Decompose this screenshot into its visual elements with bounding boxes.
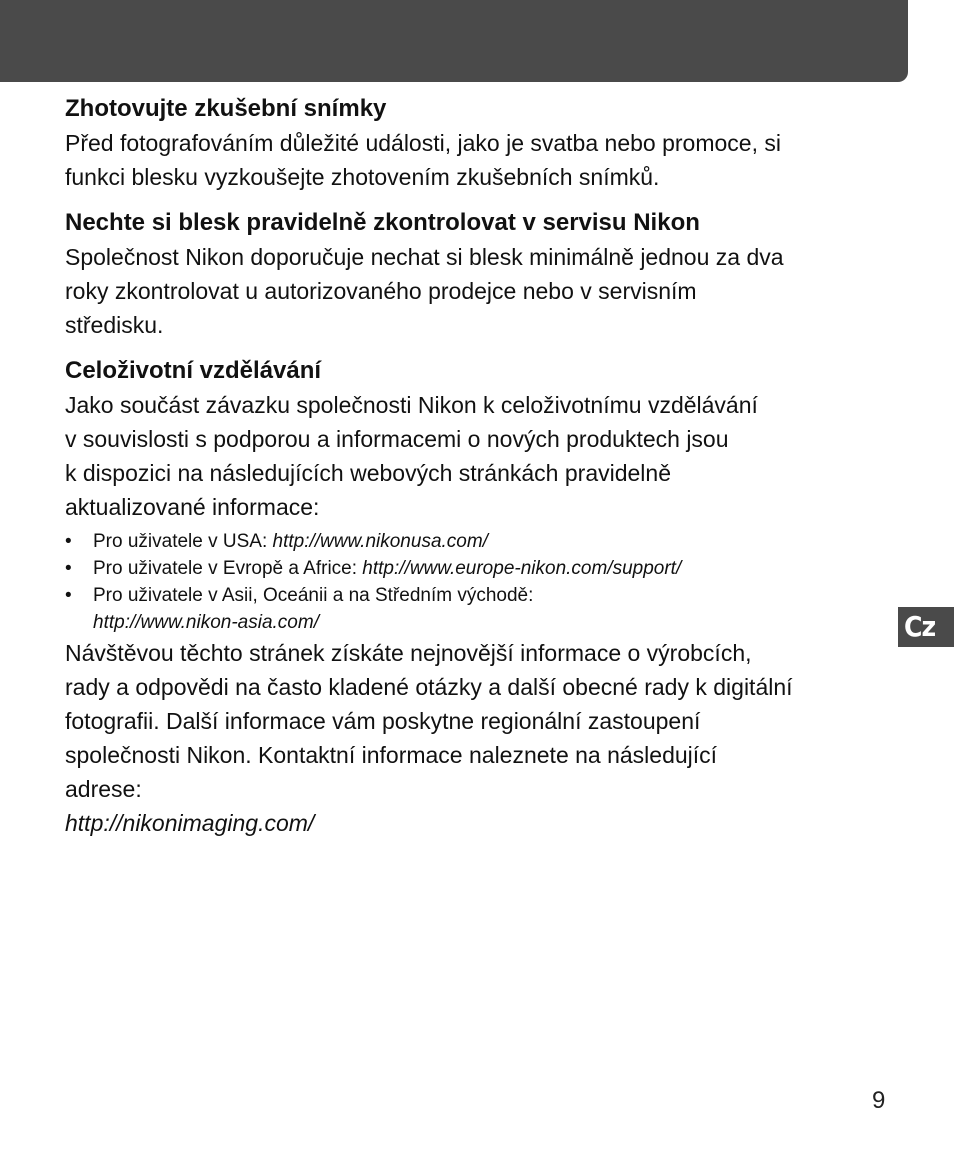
closing-text: Návštěvou těchto stránek získáte nejnovější informace o výrobcích, rady a odpovědi na často kladené otázky a další obecné rady k digitální fotografii. Další informace vám poskytne regionální zastoupení společnosti Nikon. Kontaktní informace naleznete na následující adrese: <box>65 640 793 802</box>
link-label: Pro uživatele v Asii, Oceánii a na Středním východě: <box>93 585 534 606</box>
link-usa[interactable]: http://www.nikonusa.com/ <box>272 531 488 552</box>
section-heading: Celoživotní vzdělávání <box>65 357 322 384</box>
list-item: • Pro uživatele v USA: http://www.nikonusa.com/ <box>65 531 488 552</box>
section-lifelong-learning <box>65 354 895 524</box>
section-text: Společnost Nikon doporučuje nechat si blesk minimálně jednou za dva roky zkontrolovat u autorizovaného prodejce nebo v servisním středisku. <box>65 244 784 338</box>
list-item: • Pro uživatele v Asii, Oceánii a na Středním východě: http://www.nikon-asia.com/ <box>65 582 895 636</box>
page-number: 9 <box>872 1087 886 1114</box>
section-service-check <box>65 206 895 342</box>
section-heading: Nechte si blesk pravidelně zkontrolovat v servisu Nikon <box>65 209 700 236</box>
list-item: • Pro uživatele v Evropě a Africe: http://www.europe-nikon.com/support/ <box>65 558 682 579</box>
link-asia[interactable]: http://www.nikon-asia.com/ <box>93 612 319 633</box>
section-heading: Zhotovujte zkušební snímky <box>65 95 387 122</box>
link-europe[interactable]: http://www.europe-nikon.com/support/ <box>362 558 682 579</box>
link-nikonimaging[interactable]: http://nikonimaging.com/ <box>65 810 315 836</box>
header-bar <box>0 0 908 82</box>
support-links-list <box>65 528 895 636</box>
link-label: Pro uživatele v USA: <box>93 531 273 552</box>
link-label: Pro uživatele v Evropě a Africe: <box>93 558 363 579</box>
main-content <box>65 92 895 840</box>
section-test-shots <box>65 92 895 194</box>
language-tab: Cz <box>898 607 954 647</box>
section-text: Jako součást závazku společnosti Nikon k celoživotnímu vzdělávání v souvislosti s podporou a informacemi o nových produktech jsou k dispozici na následujících webových stránkách pravidelně aktualizované informace: <box>65 392 758 520</box>
section-text: Před fotografováním důležité události, jako je svatba nebo promoce, si funkci blesku vyzkoušejte zhotovením zkušebních snímků. <box>65 130 781 190</box>
